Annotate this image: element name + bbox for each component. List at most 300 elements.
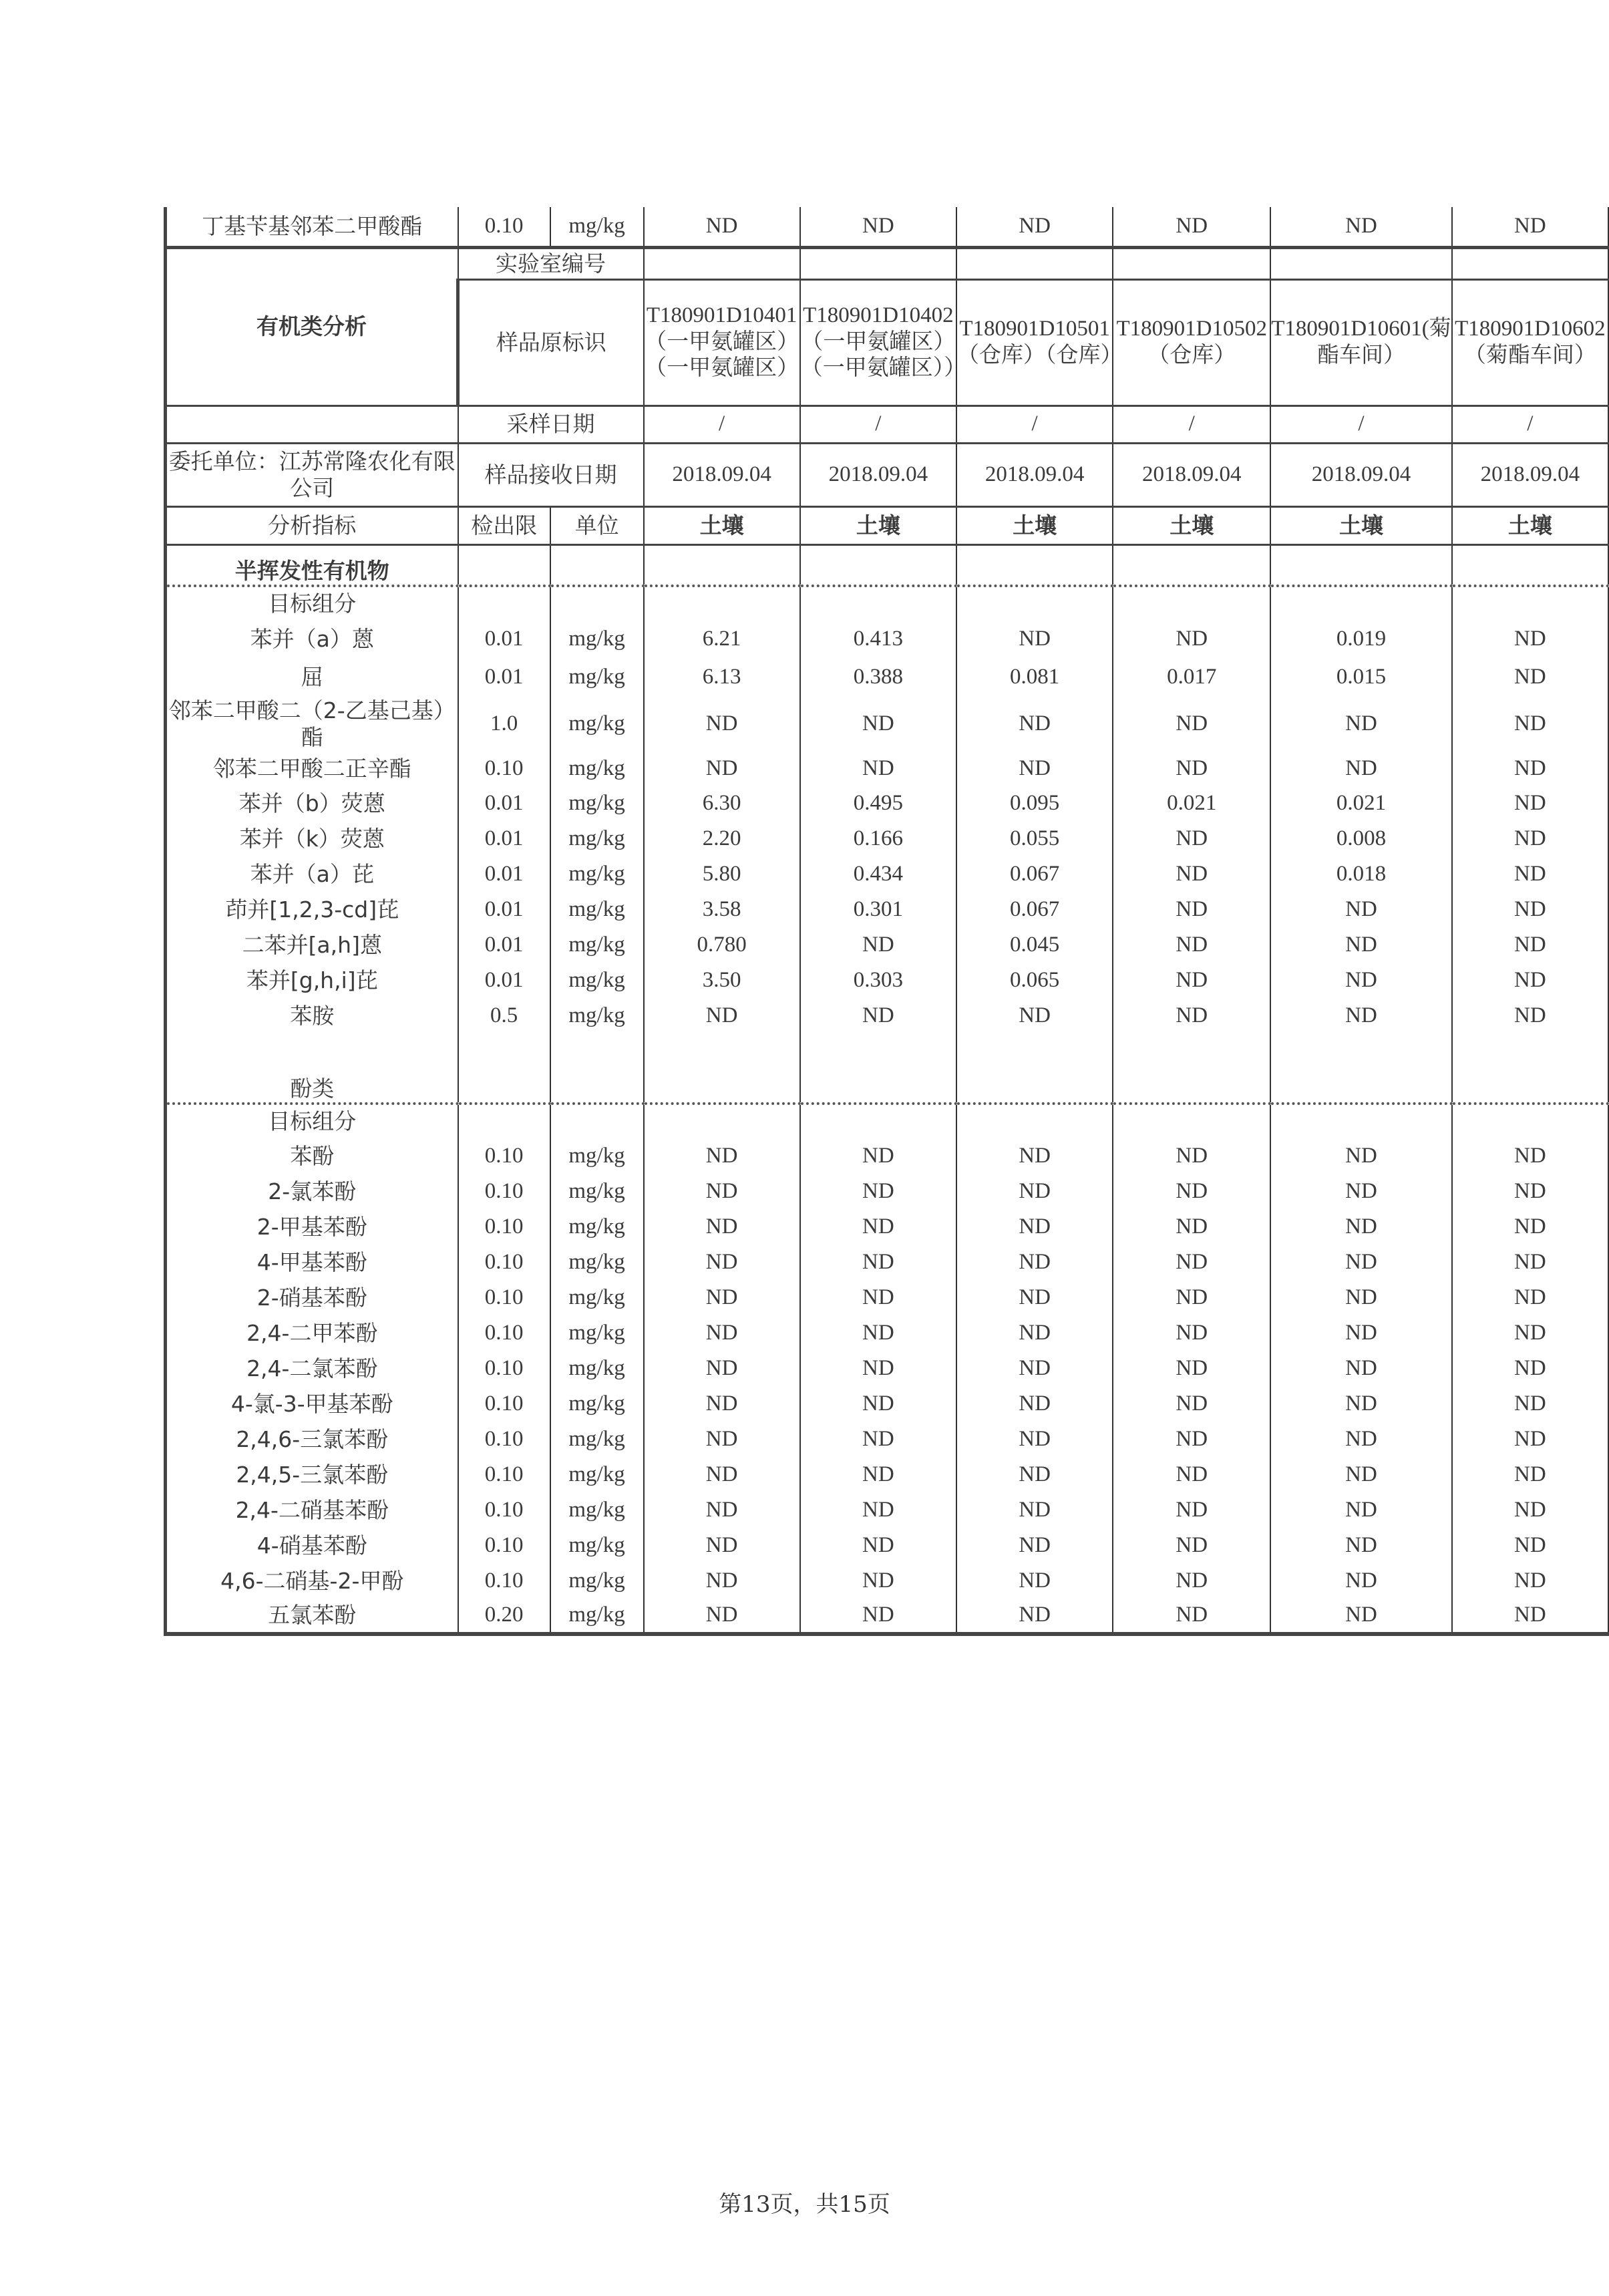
unit: mg/kg	[550, 752, 644, 786]
value-cell: ND	[1452, 1138, 1608, 1174]
blank-cell	[800, 544, 956, 586]
group-title: 酚类	[166, 1033, 458, 1104]
blank-cell	[800, 1033, 956, 1104]
detection-limit: 0.01	[458, 658, 550, 696]
matrix-cell: 土壤	[1270, 506, 1451, 544]
analyte-name: 4-甲基苯酚	[166, 1245, 458, 1280]
value-cell: 0.008	[1270, 821, 1451, 856]
detection-limit: 0.10	[458, 1492, 550, 1528]
value-cell: ND	[956, 1245, 1113, 1280]
blank-cell	[458, 1033, 550, 1104]
client-label: 委托单位：江苏常隆农化有限公司	[166, 443, 458, 506]
table-row	[166, 1315, 1609, 1351]
value-cell: ND	[800, 1528, 956, 1563]
unit: mg/kg	[550, 963, 644, 998]
value-cell: ND	[956, 1563, 1113, 1599]
value-cell: ND	[800, 1492, 956, 1528]
table-row-top	[166, 207, 1609, 247]
group-subtitle-row	[166, 586, 1609, 621]
value-cell: ND	[1113, 1563, 1270, 1599]
value-cell: ND	[644, 1563, 800, 1599]
value-cell: ND	[956, 1599, 1113, 1634]
value-cell: 0.780	[644, 927, 800, 963]
value-cell: ND	[644, 1138, 800, 1174]
detection-limit: 0.01	[458, 892, 550, 927]
blank-cell	[1113, 544, 1270, 586]
unit: mg/kg	[550, 1209, 644, 1245]
value-cell: ND	[644, 1528, 800, 1563]
label-analysis-item: 分析指标	[166, 506, 458, 544]
value-cell: 0.166	[800, 821, 956, 856]
value-cell: ND	[800, 207, 956, 247]
table-row	[166, 1492, 1609, 1528]
blank-cell	[1270, 586, 1451, 621]
value-cell: 0.434	[800, 856, 956, 892]
value-cell: ND	[1452, 856, 1608, 892]
detection-limit: 0.01	[458, 963, 550, 998]
analyte-name: 二苯并[a,h]蒽	[166, 927, 458, 963]
value-cell: ND	[1270, 892, 1451, 927]
value-cell: ND	[800, 1315, 956, 1351]
value-cell: 0.015	[1270, 658, 1451, 696]
sampling-date-cell: /	[1270, 405, 1451, 443]
value-cell: ND	[644, 1492, 800, 1528]
detection-limit: 0.10	[458, 1351, 550, 1386]
detection-limit: 0.10	[458, 752, 550, 786]
value-cell: ND	[956, 1138, 1113, 1174]
table-row	[166, 696, 1609, 752]
unit: mg/kg	[550, 1528, 644, 1563]
analyte-name: 苯并（b）荧蒽	[166, 786, 458, 821]
value-cell: ND	[956, 1457, 1113, 1492]
value-cell: ND	[1113, 1280, 1270, 1315]
value-cell: ND	[1270, 1174, 1451, 1209]
blank-cell	[644, 1033, 800, 1104]
blank-cell	[1270, 544, 1451, 586]
table-row	[166, 963, 1609, 998]
sampling-date-cell: /	[800, 405, 956, 443]
table-row	[166, 1351, 1609, 1386]
detection-limit: 0.10	[458, 1386, 550, 1422]
blank-cell	[800, 586, 956, 621]
group-subtitle-row	[166, 1104, 1609, 1138]
table-row	[166, 786, 1609, 821]
matrix-cell: 土壤	[800, 506, 956, 544]
value-cell: ND	[800, 1209, 956, 1245]
value-cell: ND	[1452, 1315, 1608, 1351]
detection-limit: 0.10	[458, 1138, 550, 1174]
value-cell: ND	[1113, 927, 1270, 963]
value-cell: 0.019	[1270, 621, 1451, 658]
blank-cell	[458, 544, 550, 586]
detection-limit: 0.20	[458, 1599, 550, 1634]
value-cell: ND	[644, 1351, 800, 1386]
label-sample-id: 样品原标识	[458, 279, 644, 405]
value-cell: ND	[956, 207, 1113, 247]
value-cell: ND	[1113, 892, 1270, 927]
value-cell: ND	[1270, 963, 1451, 998]
detection-limit: 0.01	[458, 621, 550, 658]
results-table	[164, 207, 1609, 1636]
header-row-columns	[166, 506, 1609, 544]
value-cell: 0.021	[1270, 786, 1451, 821]
analyte-name: 2-氯苯酚	[166, 1174, 458, 1209]
blank-cell	[458, 586, 550, 621]
value-cell: 0.081	[956, 658, 1113, 696]
blank-cell	[550, 586, 644, 621]
table-row	[166, 821, 1609, 856]
unit: mg/kg	[550, 1351, 644, 1386]
blank-cell	[550, 544, 644, 586]
value-cell: ND	[800, 1386, 956, 1422]
blank-cell	[644, 1104, 800, 1138]
value-cell: ND	[1113, 1209, 1270, 1245]
value-cell: ND	[1270, 1599, 1451, 1634]
unit: mg/kg	[550, 696, 644, 752]
group-subtitle: 目标组分	[166, 586, 458, 621]
value-cell: 0.095	[956, 786, 1113, 821]
value-cell: ND	[644, 1386, 800, 1422]
value-cell: 2.20	[644, 821, 800, 856]
value-cell: ND	[1452, 963, 1608, 998]
value-cell: ND	[800, 1563, 956, 1599]
value-cell: ND	[956, 1174, 1113, 1209]
value-cell: ND	[1452, 207, 1608, 247]
receive-date-cell: 2018.09.04	[956, 443, 1113, 506]
value-cell: ND	[956, 1492, 1113, 1528]
value-cell: ND	[1270, 207, 1451, 247]
table-row	[166, 856, 1609, 892]
receive-date-cell: 2018.09.04	[1113, 443, 1270, 506]
value-cell: ND	[800, 998, 956, 1033]
value-cell: 0.017	[1113, 658, 1270, 696]
value-cell: ND	[644, 1245, 800, 1280]
value-cell: ND	[1270, 1528, 1451, 1563]
lab-no-cell	[1113, 247, 1270, 279]
value-cell: ND	[956, 1528, 1113, 1563]
value-cell: ND	[644, 1422, 800, 1457]
value-cell: ND	[800, 1174, 956, 1209]
receive-date-cell: 2018.09.04	[644, 443, 800, 506]
value-cell: 0.303	[800, 963, 956, 998]
value-cell: ND	[956, 621, 1113, 658]
detection-limit: 0.10	[458, 1528, 550, 1563]
value-cell: ND	[1270, 1457, 1451, 1492]
blank-cell	[956, 586, 1113, 621]
value-cell: ND	[1452, 821, 1608, 856]
value-cell: ND	[1452, 998, 1608, 1033]
unit: mg/kg	[550, 892, 644, 927]
value-cell: ND	[1452, 752, 1608, 786]
blank-cell	[800, 1104, 956, 1138]
analyte-name: 4-硝基苯酚	[166, 1528, 458, 1563]
value-cell: ND	[956, 1315, 1113, 1351]
unit: mg/kg	[550, 1457, 644, 1492]
value-cell: ND	[1452, 1351, 1608, 1386]
unit: mg/kg	[550, 658, 644, 696]
unit: mg/kg	[550, 1563, 644, 1599]
matrix-cell: 土壤	[644, 506, 800, 544]
value-cell: ND	[1113, 821, 1270, 856]
label-sampling-date: 采样日期	[458, 405, 644, 443]
value-cell: ND	[1113, 1528, 1270, 1563]
value-cell: ND	[956, 1422, 1113, 1457]
detection-limit: 0.5	[458, 998, 550, 1033]
blank-cell	[956, 1033, 1113, 1104]
table-row	[166, 1280, 1609, 1315]
detection-limit: 0.10	[458, 1280, 550, 1315]
unit: mg/kg	[550, 1245, 644, 1280]
value-cell: ND	[956, 752, 1113, 786]
blank-cell	[550, 1104, 644, 1138]
analyte-name: 苯胺	[166, 998, 458, 1033]
group-title: 半挥发性有机物	[166, 544, 458, 586]
analyte-name: 2-甲基苯酚	[166, 1209, 458, 1245]
analyte-name: 苯并（a）芘	[166, 856, 458, 892]
matrix-cell: 土壤	[1113, 506, 1270, 544]
blank-cell	[1270, 1033, 1451, 1104]
sampling-date-cell: /	[1113, 405, 1270, 443]
detection-limit: 0.01	[458, 927, 550, 963]
blank-cell	[1452, 586, 1608, 621]
lab-no-cell	[644, 247, 800, 279]
analyte-name: 2,4-二硝基苯酚	[166, 1492, 458, 1528]
value-cell: ND	[1270, 1209, 1451, 1245]
blank-cell	[1113, 1104, 1270, 1138]
value-cell: ND	[956, 1209, 1113, 1245]
detection-limit: 0.01	[458, 786, 550, 821]
header-row-lab-no	[166, 247, 1609, 279]
table-row	[166, 658, 1609, 696]
value-cell: 3.50	[644, 963, 800, 998]
blank-cell	[166, 405, 458, 443]
value-cell: ND	[1452, 621, 1608, 658]
value-cell: ND	[956, 998, 1113, 1033]
value-cell: ND	[956, 1351, 1113, 1386]
analyte-name: 苯并（k）荧蒽	[166, 821, 458, 856]
unit: mg/kg	[550, 856, 644, 892]
value-cell: ND	[1452, 1280, 1608, 1315]
value-cell: ND	[1113, 1422, 1270, 1457]
value-cell: ND	[1270, 1245, 1451, 1280]
value-cell: ND	[1113, 1457, 1270, 1492]
page-number: 第13页，共15页	[719, 2191, 890, 2218]
blank-cell	[458, 1104, 550, 1138]
matrix-cell: 土壤	[1452, 506, 1608, 544]
value-cell: ND	[1113, 963, 1270, 998]
value-cell: ND	[1113, 1138, 1270, 1174]
table-row	[166, 998, 1609, 1033]
analyte-name: 2,4-二氯苯酚	[166, 1351, 458, 1386]
group-title-row	[166, 1033, 1609, 1104]
value-cell: ND	[1270, 1563, 1451, 1599]
value-cell: ND	[800, 1422, 956, 1457]
value-cell: ND	[800, 1245, 956, 1280]
unit: mg/kg	[550, 207, 644, 247]
value-cell: ND	[1113, 621, 1270, 658]
value-cell: 0.021	[1113, 786, 1270, 821]
value-cell: 0.065	[956, 963, 1113, 998]
unit: mg/kg	[550, 1315, 644, 1351]
table-row	[166, 1563, 1609, 1599]
blank-cell	[644, 544, 800, 586]
analyte-name: 苯并[g,h,i]芘	[166, 963, 458, 998]
sample-id-cell: T180901D10601(菊酯车间）	[1270, 279, 1451, 405]
table-row	[166, 927, 1609, 963]
value-cell: ND	[1452, 1563, 1608, 1599]
table-row	[166, 1174, 1609, 1209]
label-detection-limit: 检出限	[458, 506, 550, 544]
analyte-name: 五氯苯酚	[166, 1599, 458, 1634]
unit: mg/kg	[550, 1492, 644, 1528]
group-subtitle: 目标组分	[166, 1104, 458, 1138]
lab-no-cell	[1270, 247, 1451, 279]
sample-id-cell: T180901D10602（菊酯车间）	[1452, 279, 1608, 405]
label-unit: 单位	[550, 506, 644, 544]
value-cell: ND	[1452, 1245, 1608, 1280]
value-cell: ND	[1270, 1386, 1451, 1422]
group-title-row	[166, 544, 1609, 586]
value-cell: ND	[1452, 1457, 1608, 1492]
sample-id-cell: T180901D10402（一甲氨罐区）（一甲氨罐区））	[800, 279, 956, 405]
value-cell: ND	[1113, 1351, 1270, 1386]
unit: mg/kg	[550, 998, 644, 1033]
value-cell: ND	[1113, 696, 1270, 752]
value-cell: ND	[1113, 1245, 1270, 1280]
unit: mg/kg	[550, 786, 644, 821]
analyte-name: 2,4,6-三氯苯酚	[166, 1422, 458, 1457]
analyte-name: 屈	[166, 658, 458, 696]
value-cell: ND	[1270, 1138, 1451, 1174]
blank-cell	[1452, 544, 1608, 586]
unit: mg/kg	[550, 1599, 644, 1634]
analyte-name: 丁基苄基邻苯二甲酸酯	[166, 207, 458, 247]
blank-cell	[1452, 1033, 1608, 1104]
blank-cell	[1452, 1104, 1608, 1138]
analyte-name: 茚并[1,2,3-cd]芘	[166, 892, 458, 927]
value-cell: 0.301	[800, 892, 956, 927]
value-cell: 6.30	[644, 786, 800, 821]
value-cell: ND	[1452, 1492, 1608, 1528]
table-row	[166, 892, 1609, 927]
blank-cell	[956, 544, 1113, 586]
header-row-sampling-date	[166, 405, 1609, 443]
value-cell: ND	[1452, 786, 1608, 821]
blank-cell	[644, 586, 800, 621]
analyte-name: 邻苯二甲酸二（2-乙基己基）酯	[166, 696, 458, 752]
value-cell: ND	[1452, 1599, 1608, 1634]
table-row	[166, 1528, 1609, 1563]
value-cell: ND	[1452, 927, 1608, 963]
analyte-name: 苯酚	[166, 1138, 458, 1174]
value-cell: 0.413	[800, 621, 956, 658]
value-cell: 5.80	[644, 856, 800, 892]
value-cell: ND	[1452, 1386, 1608, 1422]
value-cell: ND	[1113, 1492, 1270, 1528]
blank-cell	[1113, 586, 1270, 621]
header-row-receive-date	[166, 443, 1609, 506]
value-cell: ND	[644, 207, 800, 247]
value-cell: ND	[800, 696, 956, 752]
value-cell: ND	[1452, 1528, 1608, 1563]
value-cell: ND	[1452, 696, 1608, 752]
value-cell: 0.388	[800, 658, 956, 696]
value-cell: ND	[800, 752, 956, 786]
lab-no-cell	[1452, 247, 1608, 279]
value-cell: ND	[1452, 1422, 1608, 1457]
label-lab-no: 实验室编号	[458, 247, 644, 279]
detection-limit: 0.10	[458, 1422, 550, 1457]
value-cell: ND	[1270, 927, 1451, 963]
detection-limit: 0.10	[458, 1174, 550, 1209]
detection-limit: 0.10	[458, 1563, 550, 1599]
table-row	[166, 1422, 1609, 1457]
value-cell: ND	[644, 1280, 800, 1315]
value-cell: ND	[1113, 1315, 1270, 1351]
detection-limit: 0.10	[458, 207, 550, 247]
value-cell: 6.21	[644, 621, 800, 658]
value-cell: ND	[800, 927, 956, 963]
blank-cell	[1270, 1104, 1451, 1138]
value-cell: ND	[1452, 658, 1608, 696]
table-row	[166, 752, 1609, 786]
detection-limit: 0.01	[458, 821, 550, 856]
value-cell: ND	[1452, 892, 1608, 927]
value-cell: ND	[956, 696, 1113, 752]
value-cell: ND	[644, 998, 800, 1033]
lab-no-cell	[956, 247, 1113, 279]
value-cell: 0.045	[956, 927, 1113, 963]
value-cell: ND	[800, 1138, 956, 1174]
value-cell: ND	[644, 1599, 800, 1634]
table-row	[166, 1138, 1609, 1174]
value-cell: ND	[800, 1280, 956, 1315]
detection-limit: 0.01	[458, 856, 550, 892]
unit: mg/kg	[550, 927, 644, 963]
value-cell: ND	[1270, 752, 1451, 786]
lab-no-cell	[800, 247, 956, 279]
value-cell: ND	[1113, 1386, 1270, 1422]
value-cell: ND	[1113, 207, 1270, 247]
unit: mg/kg	[550, 821, 644, 856]
analyte-name: 4-氯-3-甲基苯酚	[166, 1386, 458, 1422]
analyte-name: 4,6-二硝基-2-甲酚	[166, 1563, 458, 1599]
value-cell: 0.067	[956, 856, 1113, 892]
value-cell: ND	[1113, 752, 1270, 786]
receive-date-cell: 2018.09.04	[800, 443, 956, 506]
label-receive-date: 样品接收日期	[458, 443, 644, 506]
sampling-date-cell: /	[1452, 405, 1608, 443]
table-row	[166, 1599, 1609, 1634]
value-cell: ND	[1270, 1492, 1451, 1528]
table-row	[166, 621, 1609, 658]
value-cell: ND	[1270, 1315, 1451, 1351]
table-row	[166, 1457, 1609, 1492]
value-cell: 0.055	[956, 821, 1113, 856]
detection-limit: 0.10	[458, 1315, 550, 1351]
value-cell: ND	[956, 1280, 1113, 1315]
receive-date-cell: 2018.09.04	[1270, 443, 1451, 506]
value-cell: ND	[956, 1386, 1113, 1422]
unit: mg/kg	[550, 1422, 644, 1457]
matrix-cell: 土壤	[956, 506, 1113, 544]
value-cell: ND	[800, 1351, 956, 1386]
value-cell: 6.13	[644, 658, 800, 696]
sample-id-cell: T180901D10501（仓库）（仓库）	[956, 279, 1113, 405]
unit: mg/kg	[550, 1386, 644, 1422]
sampling-date-cell: /	[956, 405, 1113, 443]
table-row	[166, 1386, 1609, 1422]
